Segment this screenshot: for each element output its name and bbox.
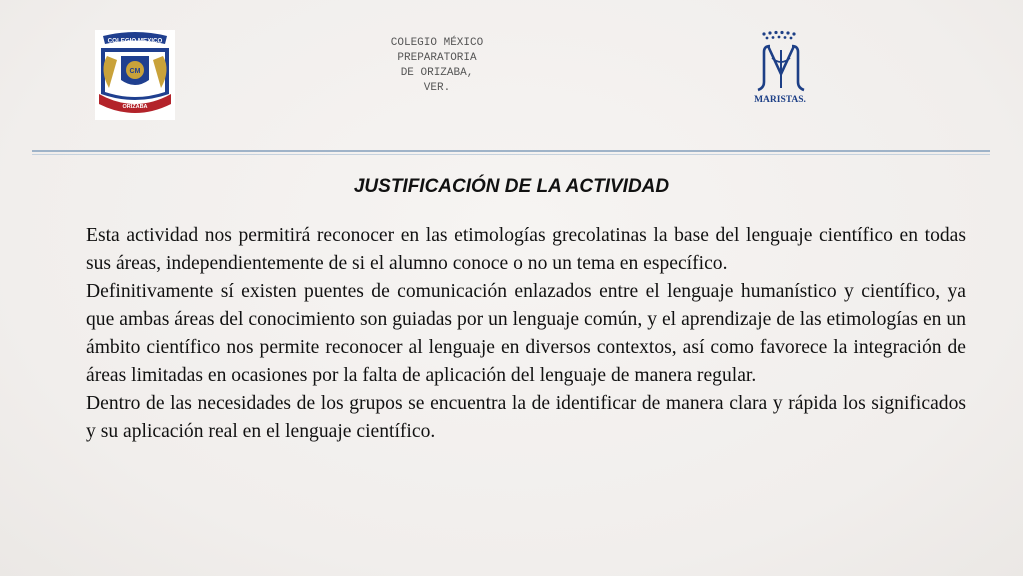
crest-monogram-text: CM [129, 68, 141, 75]
maristas-label: MARISTAS. [754, 95, 806, 105]
paragraph: Esta actividad nos permitirá reconocer en las etimologías grecolatinas la base del lenguaje científico en todas sus áreas, independientemente de si el alumno conoce o no un tema en específico. [86, 225, 966, 274]
paragraph: Dentro de las necesidades de los grupos se encuentra la de identificar de manera clara y rápida los significados y su aplicación real en el lenguaje científico. [86, 393, 966, 442]
header-divider-thin [32, 154, 990, 155]
crest-bottom-text: ORIZABA [122, 104, 148, 110]
maristas-logo [742, 30, 820, 108]
header-divider [32, 150, 990, 152]
body-text [86, 222, 966, 446]
colegio-mexico-crest-logo [95, 30, 175, 120]
crest-top-text: COLEGIO MEXICO [107, 37, 163, 45]
page-title: JUSTIFICACIÓN DE LA ACTIVIDAD [353, 176, 670, 197]
school-name: COLEGIO MÉXICO PREPARATORIA DE ORIZABA, VER. [390, 37, 484, 94]
paragraph: Definitivamente sí existen puentes de comunicación enlazados entre el lenguaje humanístico y científico, ya que ambas áreas del conocimiento son guiadas por un lenguaje común, y el aprendizaje de las etimologías en un ámbito científico nos permite reconocer al lenguaje en diversos contextos, así como favorece la integración de áreas limitadas en ocasiones por la falta de aplicación del lenguaje de manera regular. [86, 281, 966, 386]
